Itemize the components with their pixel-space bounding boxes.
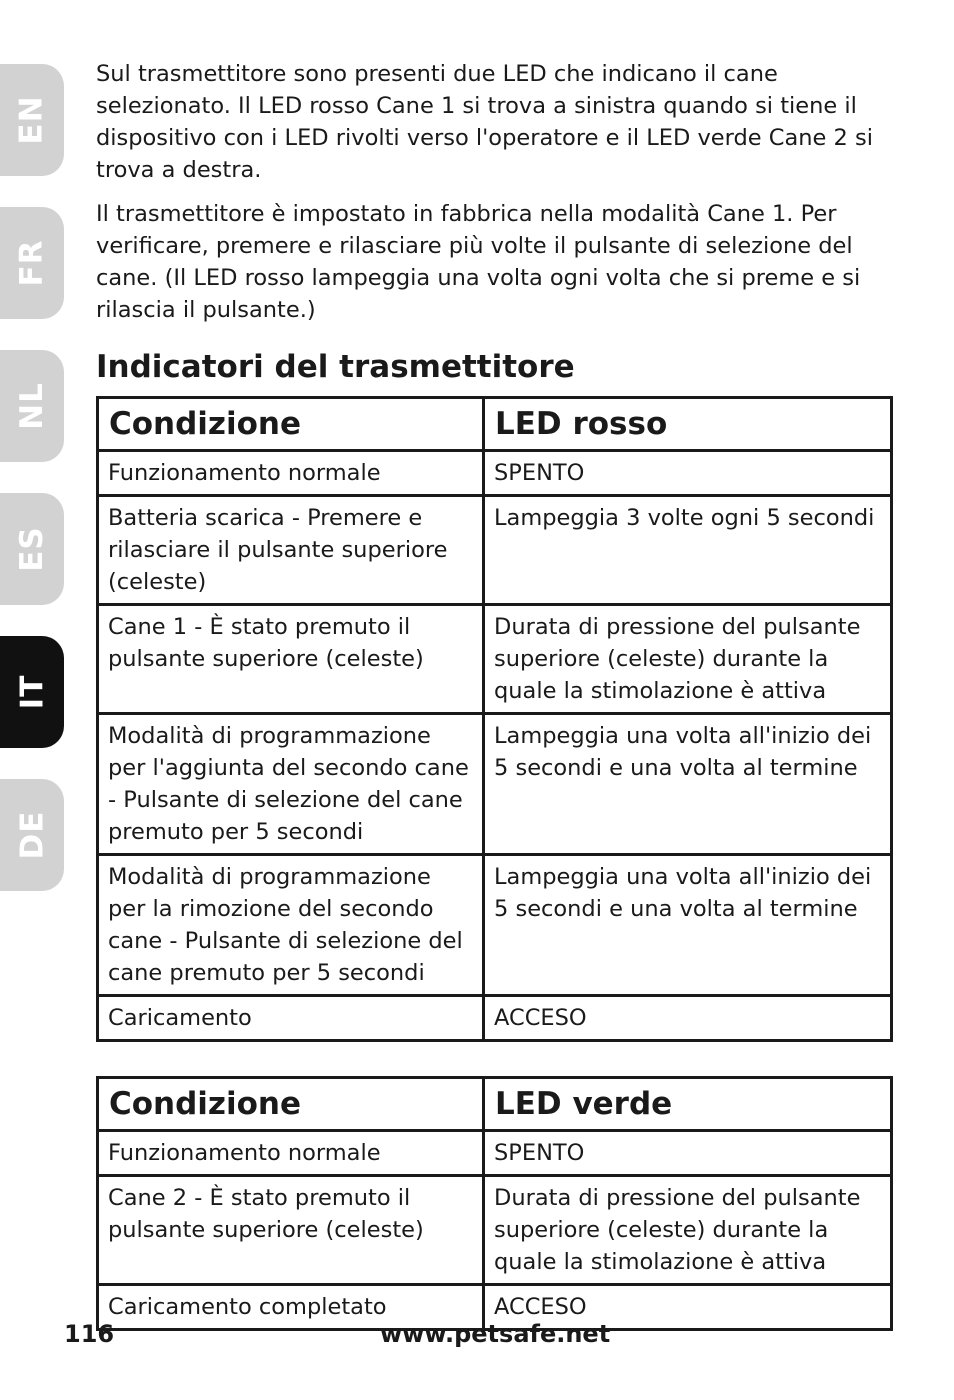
led-state-cell: Lampeggia una volta all'inizio dei 5 secondi e una volta al termine bbox=[484, 714, 892, 855]
led-state-cell: ACCESO bbox=[484, 996, 892, 1041]
tab-nl[interactable] bbox=[0, 350, 64, 462]
table-row bbox=[98, 855, 892, 996]
condition-cell: Modalità di programmazione per l'aggiunta del secondo cane - Pulsante di selezione del cane premuto per 5 secondi bbox=[98, 714, 484, 855]
condition-cell: Funzionamento normale bbox=[98, 1131, 484, 1176]
led-state-cell: ACCESO bbox=[484, 1285, 892, 1330]
tab-en[interactable] bbox=[0, 64, 64, 176]
condition-header: Condizione bbox=[98, 398, 484, 451]
tab-it[interactable] bbox=[0, 636, 64, 748]
section-title: Indicatori del trasmettitore bbox=[96, 349, 575, 385]
red-led-table bbox=[96, 396, 893, 1042]
table-row bbox=[98, 451, 892, 496]
website-url[interactable]: www.petsafe.net bbox=[380, 1320, 611, 1348]
table-row bbox=[98, 714, 892, 855]
tab-it-label: IT bbox=[14, 674, 50, 710]
language-tabs bbox=[0, 0, 64, 1400]
intro-paragraph-2: Il trasmettitore è impostato in fabbrica nella modalità Cane 1. Per verificare, premere e rilasciare più volte il pulsante di selezione del cane. (Il LED rosso lampeggia una volta ogni volta che si preme e si rilascia il pulsante.) bbox=[96, 201, 861, 323]
red-led-header: LED rosso bbox=[484, 398, 892, 451]
led-state-cell: Durata di pressione del pulsante superiore (celeste) durante la quale la stimolazione è attiva bbox=[484, 1176, 892, 1285]
table-row bbox=[98, 996, 892, 1041]
led-state-cell: Durata di pressione del pulsante superiore (celeste) durante la quale la stimolazione è attiva bbox=[484, 605, 892, 714]
condition-cell: Modalità di programmazione per la rimozione del secondo cane - Pulsante di selezione del cane premuto per 5 secondi bbox=[98, 855, 484, 996]
green-led-table bbox=[96, 1076, 893, 1331]
condition-header: Condizione bbox=[98, 1078, 484, 1131]
tab-de[interactable] bbox=[0, 779, 64, 891]
table-header-row bbox=[98, 398, 892, 451]
tab-de-label: DE bbox=[13, 810, 50, 860]
tab-en-label: EN bbox=[14, 95, 50, 145]
condition-cell: Caricamento bbox=[98, 996, 484, 1041]
green-led-header: LED verde bbox=[484, 1078, 892, 1131]
condition-cell: Batteria scarica - Premere e rilasciare il pulsante superiore (celeste) bbox=[98, 496, 484, 605]
led-state-cell: Lampeggia 3 volte ogni 5 secondi bbox=[484, 496, 892, 605]
intro-paragraph-1: Sul trasmettitore sono presenti due LED che indicano il cane selezionato. Il LED rosso Cane 1 si trova a sinistra quando si tiene il dispositivo con i LED rivolti verso l'operatore e il LED verde Cane 2 si trova a destra. bbox=[96, 61, 873, 183]
led-state-cell: Lampeggia una volta all'inizio dei 5 secondi e una volta al termine bbox=[484, 855, 892, 996]
page-footer bbox=[64, 1320, 888, 1360]
condition-cell: Cane 2 - È stato premuto il pulsante superiore (celeste) bbox=[98, 1176, 484, 1285]
table-row bbox=[98, 1131, 892, 1176]
page-number: 116 bbox=[64, 1320, 115, 1348]
condition-cell: Funzionamento normale bbox=[98, 451, 484, 496]
condition-cell: Cane 1 - È stato premuto il pulsante superiore (celeste) bbox=[98, 605, 484, 714]
table-row bbox=[98, 1176, 892, 1285]
tab-nl-label: NL bbox=[13, 382, 50, 430]
tab-fr-label: FR bbox=[13, 239, 50, 287]
tab-fr[interactable] bbox=[0, 207, 64, 319]
page-content bbox=[96, 58, 888, 1331]
condition-cell: Caricamento completato bbox=[98, 1285, 484, 1330]
table-row bbox=[98, 496, 892, 605]
table-header-row bbox=[98, 1078, 892, 1131]
tab-es[interactable] bbox=[0, 493, 64, 605]
table-row bbox=[98, 605, 892, 714]
tab-es-label: ES bbox=[13, 526, 50, 572]
led-state-cell: SPENTO bbox=[484, 451, 892, 496]
led-state-cell: SPENTO bbox=[484, 1131, 892, 1176]
